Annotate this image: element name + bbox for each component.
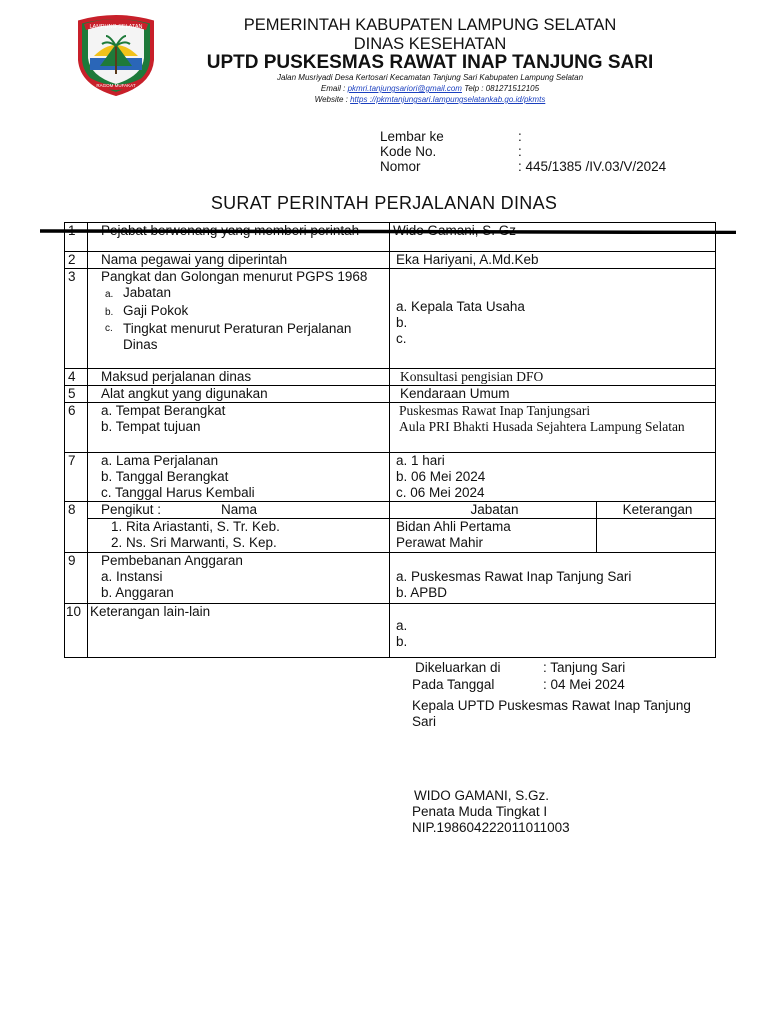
value-c: c. 06 Mei 2024 — [396, 485, 485, 500]
value-b: b. — [396, 634, 408, 649]
row-number: 1 — [65, 223, 88, 252]
sub-item-c: c. Tingkat menurut Peraturan Perjalanan Dinas — [105, 321, 352, 352]
header-government: PEMERINTAH KABUPATEN LAMPUNG SELATAN — [243, 16, 617, 34]
issued-label: Dikeluarkan di — [415, 660, 501, 675]
jabatan-header: Jabatan — [390, 502, 597, 519]
row-value-group — [390, 269, 716, 369]
table-row-6 — [65, 403, 716, 453]
value-a: a. Kepala Tata Usaha — [396, 299, 525, 314]
svg-text:LAMPUNG SELATAN: LAMPUNG SELATAN — [89, 24, 143, 30]
row-label: Pangkat dan Golongan menurut PGPS 1968 — [101, 269, 368, 284]
sub-item-c: c. Tanggal Harus Kembali — [101, 485, 255, 500]
sub-item-b: b. Anggaran — [101, 585, 174, 600]
sub-item-b: b. Tempat tujuan — [101, 419, 201, 434]
row-label: Alat angkut yang digunakan — [88, 386, 390, 403]
table-row-5 — [65, 386, 716, 403]
row-number: 5 — [65, 386, 88, 403]
header-contact — [140, 83, 720, 94]
row-label-group — [88, 269, 390, 369]
header-website — [140, 94, 720, 105]
header-department: DINAS KESEHATAN — [353, 35, 507, 53]
row-label-group — [88, 453, 390, 502]
value-a: a. 1 hari — [396, 453, 445, 468]
issued-value: : Tanjung Sari — [543, 660, 626, 675]
row-value-group — [390, 553, 716, 604]
row-label-group — [88, 403, 390, 453]
email-label: Email : — [320, 84, 348, 93]
row-value: Wido Gamani, S. Gz — [390, 223, 716, 252]
signatory-nip: NIP.198604222011011003 — [412, 820, 570, 835]
kode-value: : — [518, 144, 522, 159]
lembar-label: Lembar ke — [380, 129, 444, 144]
jabatan-1: Bidan Ahli Pertama — [396, 519, 511, 534]
pengikut-keterangan — [597, 519, 716, 553]
row-value-group — [390, 453, 716, 502]
svg-text:RAGOM MUFAKAT: RAGOM MUFAKAT — [96, 83, 136, 88]
keterangan-header: Keterangan — [597, 502, 716, 519]
signatory-position: Kepala UPTD Puskesmas Rawat Inap Tanjung Sari — [412, 698, 691, 729]
row-label: Nama pegawai yang diperintah — [88, 252, 390, 269]
sub-item-a: a. Tempat Berangkat — [101, 403, 226, 418]
sub-item-a: a. Jabatan — [105, 285, 172, 300]
row-number: 2 — [65, 252, 88, 269]
pengikut-names — [88, 519, 390, 553]
row-label: Keterangan lain-lain — [88, 604, 390, 658]
value-b: b. 06 Mei 2024 — [396, 469, 486, 484]
row-value: Kendaraan Umum — [390, 386, 716, 403]
jabatan-2: Perawat Mahir — [396, 535, 484, 550]
row-value-group — [390, 403, 716, 453]
table-row-1 — [65, 223, 716, 252]
row-label: Maksud perjalanan dinas — [88, 369, 390, 386]
nomor-label: Nomor — [380, 159, 421, 174]
email-link[interactable]: pkmri.tanjungsariori@gmail.com — [347, 84, 462, 93]
telp-text: Telp : 081271512105 — [461, 84, 540, 93]
kode-label: Kode No. — [380, 144, 437, 159]
row-number: 7 — [65, 453, 88, 502]
strike-through-line — [40, 229, 736, 234]
pengikut-2: 2. Ns. Sri Marwanti, S. Kep. — [111, 535, 277, 550]
value-b: Aula PRI Bhakti Husada Sejahtera Lampung Selatan — [399, 419, 685, 434]
value-a: Puskesmas Rawat Inap Tanjungsari — [399, 403, 591, 418]
table-row-7 — [65, 453, 716, 502]
value-b: b. — [396, 315, 408, 330]
row-label: Pembebanan Anggaran — [101, 553, 243, 568]
row-number: 9 — [65, 553, 88, 604]
website-label: Website : — [314, 95, 351, 104]
row-value: Konsultasi pengisian DFO — [390, 369, 716, 386]
nomor-value: : 445/1385 /IV.03/V/2024 — [518, 159, 667, 174]
date-value: : 04 Mei 2024 — [543, 677, 625, 692]
header-institution: UPTD PUSKESMAS RAWAT INAP TANJUNG SARI — [206, 52, 654, 73]
pengikut-label: Pengikut : — [101, 502, 162, 517]
row-number: 3 — [65, 269, 88, 369]
website-link[interactable]: https ://pkmtanjungsari.lampungselatankab.go.id/pkmts — [350, 95, 546, 104]
header-address: Jalan Musriyadi Desa Kertosari Kecamatan Tanjung Sari Kabupaten Lampung Selatan — [276, 73, 584, 82]
sub-item-b: b. Gaji Pokok — [105, 303, 189, 318]
pengikut-header — [88, 502, 390, 519]
nama-header: Nama — [221, 502, 258, 517]
value-a: a. — [396, 618, 408, 633]
row-number: 4 — [65, 369, 88, 386]
table-row-10 — [65, 604, 716, 658]
table-row-9 — [65, 553, 716, 604]
row-label-group — [88, 553, 390, 604]
signatory-name: WIDO GAMANI, S.Gz. — [414, 788, 550, 803]
table-row-8-header — [65, 502, 716, 519]
row-value: Eka Hariyani, A.Md.Keb — [390, 252, 716, 269]
value-b: b. APBD — [396, 585, 448, 600]
table-row-8-body — [65, 519, 716, 553]
pengikut-jabatan — [390, 519, 597, 553]
table-row-2 — [65, 252, 716, 269]
row-label: Pejabat berwenang yang memberi perintah — [88, 223, 390, 252]
sub-item-a: a. Lama Perjalanan — [101, 453, 219, 468]
value-c: c. — [396, 331, 407, 346]
lembar-value: : — [518, 129, 522, 144]
pengikut-1: 1. Rita Ariastanti, S. Tr. Keb. — [111, 519, 280, 534]
signatory-rank: Penata Muda Tingkat I — [412, 804, 548, 819]
table-row-4 — [65, 369, 716, 386]
value-a: a. Puskesmas Rawat Inap Tanjung Sari — [396, 569, 632, 584]
row-number: 6 — [65, 403, 88, 453]
spd-table — [64, 222, 716, 658]
sub-item-a: a. Instansi — [101, 569, 163, 584]
table-row-3 — [65, 269, 716, 369]
sub-item-b: b. Tanggal Berangkat — [101, 469, 229, 484]
row-value-group — [390, 604, 716, 658]
document-title: SURAT PERINTAH PERJALANAN DINAS — [210, 193, 558, 213]
row-number: 10 — [65, 604, 88, 658]
row-number: 8 — [65, 502, 88, 553]
date-label: Pada Tanggal — [412, 677, 495, 692]
